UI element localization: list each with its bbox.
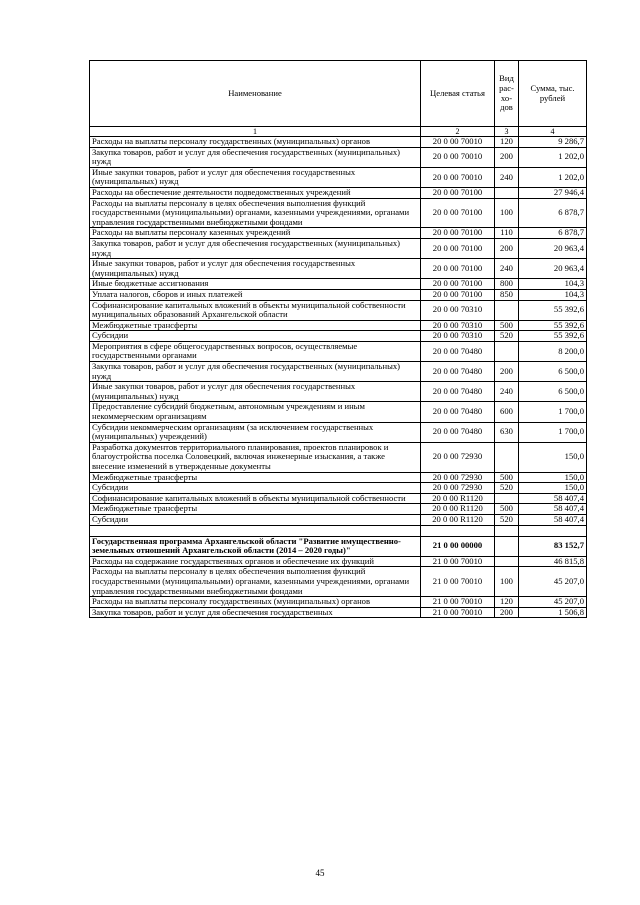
row-name-cell: Субсидии некоммерческим организациям (за исключением государственных (муниципальных) учреждений) (90, 422, 421, 442)
row-sum-cell: 58 407,4 (519, 514, 587, 525)
row-sum-cell: 104,3 (519, 289, 587, 300)
row-expense-type-cell: 520 (495, 331, 519, 342)
row-name-cell: Расходы на содержание государственных органов и обеспечение их функций (90, 556, 421, 567)
row-name-cell: Расходы на выплаты персоналу казенных учреждений (90, 228, 421, 239)
row-expense-type-cell: 800 (495, 279, 519, 290)
row-expense-type-cell: 500 (495, 472, 519, 483)
row-target-article-cell: 21 0 00 00000 (421, 536, 495, 556)
row-expense-type-cell: 110 (495, 228, 519, 239)
table-row (90, 536, 587, 556)
row-target-article-cell: 20 0 00 70480 (421, 362, 495, 382)
row-name-cell: Иные закупки товаров, работ и услуг для обеспечения государственных (муниципальных) нужд (90, 382, 421, 402)
row-expense-type-cell: 240 (495, 167, 519, 187)
table-row (90, 137, 587, 148)
table-row (90, 300, 587, 320)
row-target-article-cell: 20 0 00 70010 (421, 137, 495, 148)
row-expense-type-cell: 520 (495, 483, 519, 494)
row-expense-type-cell: 630 (495, 422, 519, 442)
table-row (90, 279, 587, 290)
header-name: Наименование (90, 61, 421, 127)
header-expense-type: Вид рас-хо-дов (495, 61, 519, 127)
row-sum-cell: 20 963,4 (519, 238, 587, 258)
row-name-cell: Иные закупки товаров, работ и услуг для обеспечения государственных (муниципальных) нужд (90, 167, 421, 187)
row-name-cell: Субсидии (90, 483, 421, 494)
table-row (90, 472, 587, 483)
table-row (90, 567, 587, 597)
row-name-cell: Расходы на выплаты персоналу государственных (муниципальных) органов (90, 137, 421, 148)
row-sum-cell: 55 392,6 (519, 331, 587, 342)
row-expense-type-cell (495, 442, 519, 472)
row-sum-cell: 150,0 (519, 483, 587, 494)
row-target-article-cell: 21 0 00 70010 (421, 556, 495, 567)
row-name-cell: Расходы на обеспечение деятельности подведомственных учреждений (90, 187, 421, 198)
table-row (90, 167, 587, 187)
row-target-article-cell: 20 0 00 70100 (421, 279, 495, 290)
column-number: 3 (495, 127, 519, 137)
row-expense-type-cell: 240 (495, 259, 519, 279)
row-expense-type-cell: 120 (495, 597, 519, 608)
row-sum-cell: 58 407,4 (519, 493, 587, 504)
row-sum-cell: 55 392,6 (519, 320, 587, 331)
row-name-cell: Предоставление субсидий бюджетным, автономным учреждениям и иным некоммерческим организациям (90, 402, 421, 422)
table-row (90, 362, 587, 382)
row-target-article-cell: 20 0 00 70310 (421, 331, 495, 342)
row-target-article-cell: 21 0 00 70010 (421, 567, 495, 597)
row-sum-cell (519, 525, 587, 536)
table-body (90, 127, 587, 618)
page-number: 45 (315, 868, 325, 878)
row-name-cell: Софинансирование капитальных вложений в объекты муниципальной собственности муниципальных образований Архангельской области (90, 300, 421, 320)
table-row (90, 597, 587, 608)
row-expense-type-cell: 200 (495, 607, 519, 618)
row-target-article-cell: 20 0 00 70480 (421, 341, 495, 361)
row-target-article-cell: 20 0 00 72930 (421, 472, 495, 483)
row-expense-type-cell (495, 536, 519, 556)
row-sum-cell: 6 500,0 (519, 382, 587, 402)
row-name-cell: Закупка товаров, работ и услуг для обеспечения государственных (муниципальных) нужд (90, 362, 421, 382)
row-target-article-cell: 20 0 00 70480 (421, 382, 495, 402)
row-target-article-cell: 20 0 00 70100 (421, 238, 495, 258)
row-target-article-cell: 20 0 00 70100 (421, 289, 495, 300)
column-number: 2 (421, 127, 495, 137)
table-row (90, 259, 587, 279)
row-name-cell: Государственная программа Архангельской области "Развитие имущественно-земельных отношений Архангельской области (2014 – 2020 годы)" (90, 536, 421, 556)
row-sum-cell: 1 202,0 (519, 147, 587, 167)
row-target-article-cell: 20 0 00 72930 (421, 442, 495, 472)
row-name-cell: Уплата налогов, сборов и иных платежей (90, 289, 421, 300)
row-target-article-cell: 20 0 00 70010 (421, 147, 495, 167)
table-row (90, 320, 587, 331)
table-row (90, 483, 587, 494)
row-expense-type-cell: 520 (495, 514, 519, 525)
row-sum-cell: 45 207,0 (519, 567, 587, 597)
table-row (90, 525, 587, 536)
row-target-article-cell: 20 0 00 70310 (421, 320, 495, 331)
column-number-row (90, 127, 587, 137)
row-target-article-cell: 20 0 00 R1120 (421, 504, 495, 515)
row-sum-cell: 8 200,0 (519, 341, 587, 361)
row-sum-cell: 83 152,7 (519, 536, 587, 556)
table-row (90, 402, 587, 422)
table-row (90, 493, 587, 504)
row-expense-type-cell: 120 (495, 137, 519, 148)
row-name-cell: Межбюджетные трансферты (90, 320, 421, 331)
row-name-cell: Разработка документов территориального планирования, проектов планировок и благоустройства поселка Соловецкий, включая инженерные изыскания, а также внесение изменений в утвержденные документы (90, 442, 421, 472)
row-target-article-cell: 21 0 00 70010 (421, 597, 495, 608)
row-name-cell: Закупка товаров, работ и услуг для обеспечения государственных (муниципальных) нужд (90, 238, 421, 258)
row-name-cell: Межбюджетные трансферты (90, 472, 421, 483)
row-sum-cell: 55 392,6 (519, 300, 587, 320)
table-row (90, 198, 587, 228)
row-expense-type-cell (495, 493, 519, 504)
row-sum-cell: 1 700,0 (519, 402, 587, 422)
row-name-cell: Субсидии (90, 514, 421, 525)
column-number: 4 (519, 127, 587, 137)
row-expense-type-cell (495, 341, 519, 361)
budget-table (89, 60, 587, 618)
row-sum-cell: 46 815,8 (519, 556, 587, 567)
row-target-article-cell: 20 0 00 70310 (421, 300, 495, 320)
row-sum-cell: 1 202,0 (519, 167, 587, 187)
row-target-article-cell: 20 0 00 70480 (421, 422, 495, 442)
row-name-cell: Расходы на выплаты персоналу в целях обеспечения выполнения функций государственными (муниципальными) органами, казенными учреждениями, органами управления государственными внебюджетными фондами (90, 567, 421, 597)
table-row (90, 514, 587, 525)
row-name-cell: Расходы на выплаты персоналу государственных (муниципальных) органов (90, 597, 421, 608)
row-sum-cell: 58 407,4 (519, 504, 587, 515)
row-expense-type-cell: 200 (495, 147, 519, 167)
row-name-cell: Закупка товаров, работ и услуг для обеспечения государственных (90, 607, 421, 618)
row-expense-type-cell: 100 (495, 198, 519, 228)
row-sum-cell: 150,0 (519, 472, 587, 483)
row-expense-type-cell: 850 (495, 289, 519, 300)
row-sum-cell: 150,0 (519, 442, 587, 472)
header-row (90, 61, 587, 127)
row-sum-cell: 1 700,0 (519, 422, 587, 442)
table-row (90, 331, 587, 342)
row-sum-cell: 6 878,7 (519, 198, 587, 228)
row-target-article-cell: 20 0 00 R1120 (421, 493, 495, 504)
row-expense-type-cell (495, 556, 519, 567)
row-name-cell (90, 525, 421, 536)
row-target-article-cell (421, 525, 495, 536)
row-target-article-cell: 20 0 00 70100 (421, 198, 495, 228)
row-name-cell: Субсидии (90, 331, 421, 342)
table-row (90, 228, 587, 239)
row-sum-cell: 45 207,0 (519, 597, 587, 608)
header-target-article: Целевая статья (421, 61, 495, 127)
row-sum-cell: 104,3 (519, 279, 587, 290)
row-sum-cell: 27 946,4 (519, 187, 587, 198)
row-expense-type-cell: 500 (495, 320, 519, 331)
row-expense-type-cell: 600 (495, 402, 519, 422)
row-target-article-cell: 21 0 00 70010 (421, 607, 495, 618)
row-expense-type-cell: 200 (495, 362, 519, 382)
row-sum-cell: 6 878,7 (519, 228, 587, 239)
row-target-article-cell: 20 0 00 70010 (421, 167, 495, 187)
row-name-cell: Иные бюджетные ассигнования (90, 279, 421, 290)
table-row (90, 422, 587, 442)
table-row (90, 289, 587, 300)
table-row (90, 504, 587, 515)
row-target-article-cell: 20 0 00 R1120 (421, 514, 495, 525)
row-name-cell: Расходы на выплаты персоналу в целях обеспечения выполнения функций государственными (муниципальными) органами, казенными учреждениями, органами управления государственными внебюджетными фондами (90, 198, 421, 228)
row-target-article-cell: 20 0 00 70100 (421, 259, 495, 279)
header-sum: Сумма, тыс. рублей (519, 61, 587, 127)
table-row (90, 238, 587, 258)
row-target-article-cell: 20 0 00 70100 (421, 228, 495, 239)
table-row (90, 341, 587, 361)
row-expense-type-cell (495, 525, 519, 536)
row-sum-cell: 6 500,0 (519, 362, 587, 382)
row-sum-cell: 9 286,7 (519, 137, 587, 148)
row-target-article-cell: 20 0 00 72930 (421, 483, 495, 494)
row-expense-type-cell (495, 300, 519, 320)
row-expense-type-cell: 500 (495, 504, 519, 515)
row-expense-type-cell: 200 (495, 238, 519, 258)
row-name-cell: Мероприятия в сфере общегосударственных вопросов, осуществляемые государственными органами (90, 341, 421, 361)
table-row (90, 442, 587, 472)
row-expense-type-cell (495, 187, 519, 198)
column-number: 1 (90, 127, 421, 137)
row-target-article-cell: 20 0 00 70480 (421, 402, 495, 422)
table-row (90, 382, 587, 402)
row-name-cell: Межбюджетные трансферты (90, 504, 421, 515)
row-name-cell: Софинансирование капитальных вложений в объекты муниципальной собственности (90, 493, 421, 504)
row-expense-type-cell: 100 (495, 567, 519, 597)
table-row (90, 607, 587, 618)
row-sum-cell: 1 506,8 (519, 607, 587, 618)
table-row (90, 147, 587, 167)
table-row (90, 187, 587, 198)
row-target-article-cell: 20 0 00 70100 (421, 187, 495, 198)
row-name-cell: Закупка товаров, работ и услуг для обеспечения государственных (муниципальных) нужд (90, 147, 421, 167)
table-row (90, 556, 587, 567)
row-name-cell: Иные закупки товаров, работ и услуг для обеспечения государственных (муниципальных) нужд (90, 259, 421, 279)
row-expense-type-cell: 240 (495, 382, 519, 402)
row-sum-cell: 20 963,4 (519, 259, 587, 279)
